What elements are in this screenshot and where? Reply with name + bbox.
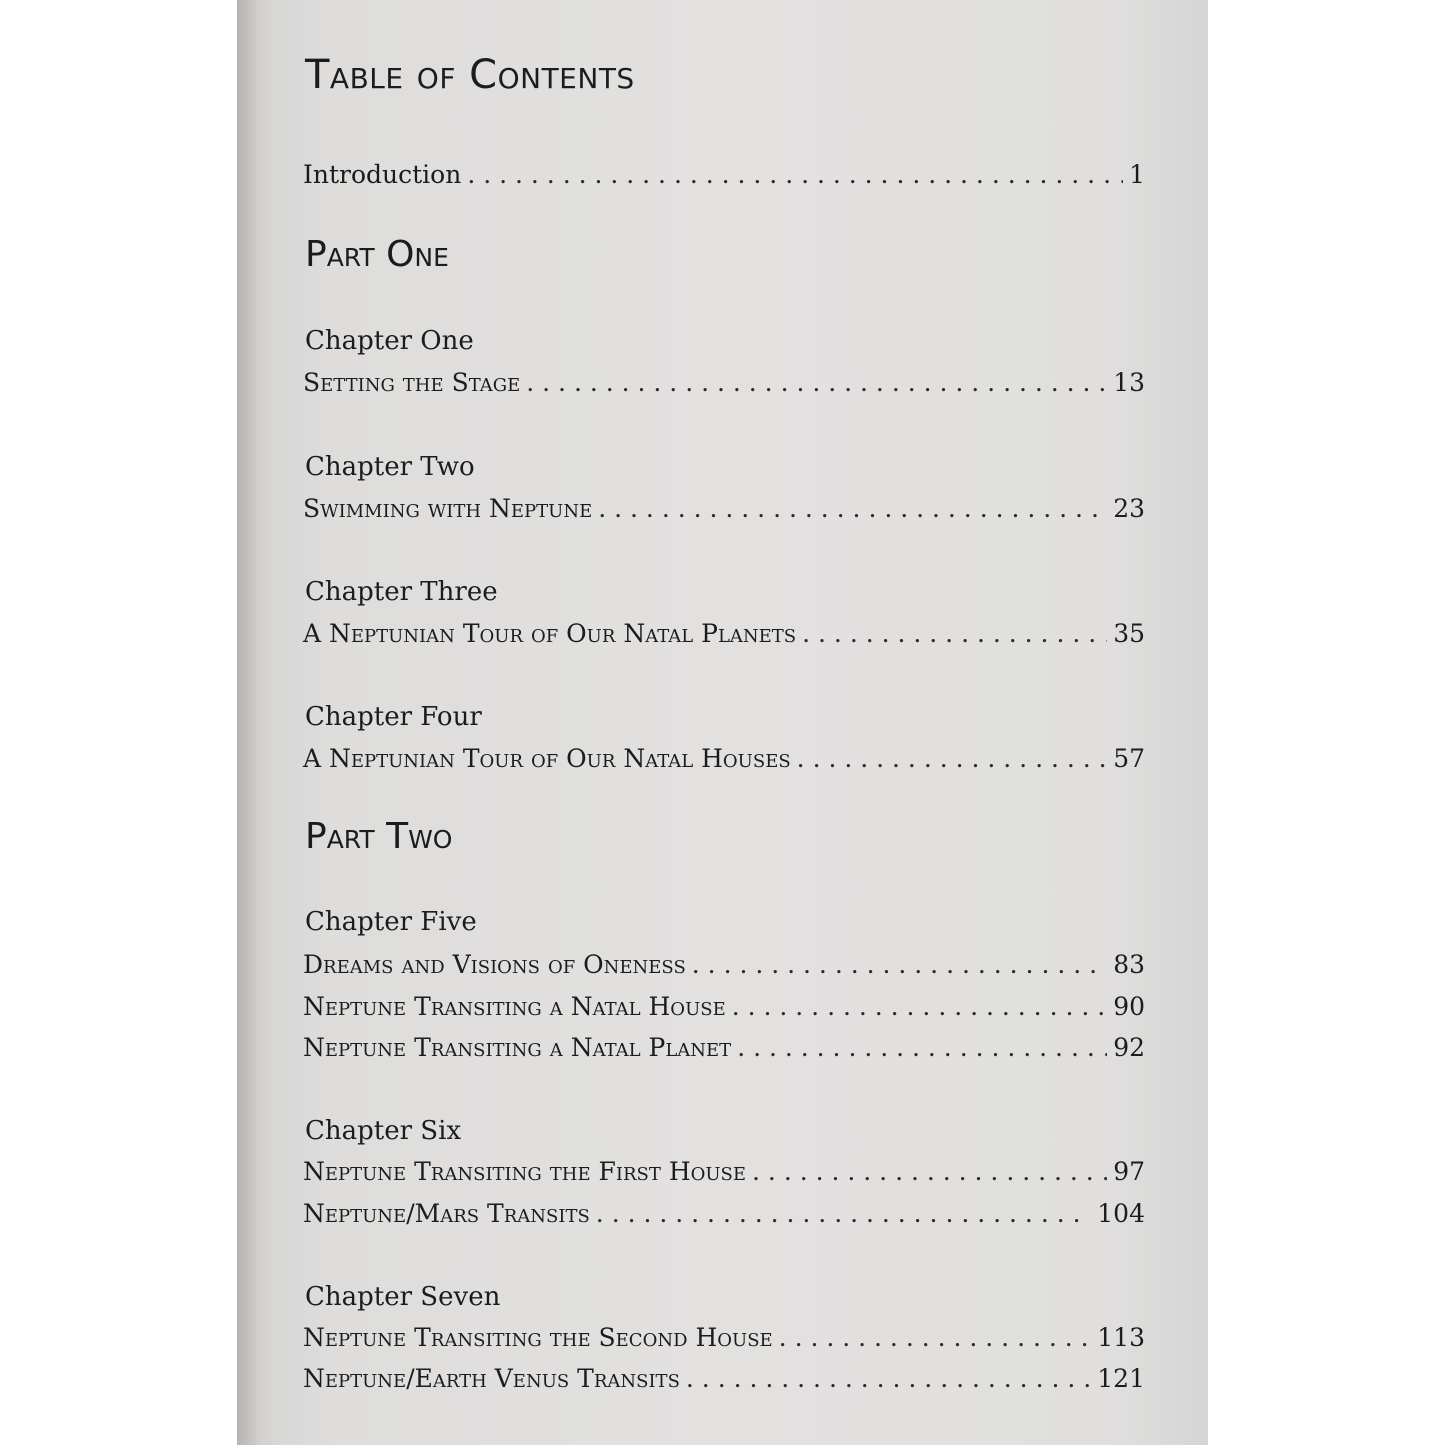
page-number: 23 — [1113, 494, 1145, 523]
entry-title: Neptune Transiting the Second House — [303, 1323, 773, 1352]
toc-entry — [303, 950, 1145, 986]
toc-entry — [303, 744, 1145, 780]
dot-leader — [802, 619, 1107, 648]
toc-entry — [303, 1364, 1145, 1400]
chapter-label: Chapter Three — [305, 577, 498, 607]
toc-entry — [303, 1157, 1145, 1193]
toc-entry — [303, 1033, 1145, 1069]
page-title: Table of Contents — [305, 52, 635, 98]
page-number: 13 — [1113, 368, 1145, 397]
dot-leader — [752, 1157, 1107, 1186]
dot-leader — [779, 1323, 1092, 1352]
page-number: 113 — [1097, 1323, 1145, 1352]
dot-leader — [598, 494, 1107, 523]
page-number: 35 — [1113, 619, 1145, 648]
dot-leader — [686, 1364, 1091, 1393]
page-number: 1 — [1129, 160, 1145, 189]
dot-leader — [692, 950, 1107, 979]
chapter-label: Chapter One — [305, 326, 474, 356]
dot-leader — [797, 744, 1108, 773]
page-number: 92 — [1113, 1033, 1145, 1062]
entry-title: Neptune Transiting the First House — [303, 1157, 747, 1186]
chapter-label: Chapter Two — [305, 452, 475, 482]
entry-title: Introduction — [303, 160, 462, 189]
toc-entry — [303, 494, 1145, 530]
chapter-label: Chapter Four — [305, 702, 482, 732]
entry-title: Dreams and Visions of Oneness — [303, 950, 686, 979]
entry-title: A Neptunian Tour of Our Natal Planets — [303, 619, 797, 648]
dot-leader — [526, 368, 1107, 397]
page-number: 83 — [1113, 950, 1145, 979]
toc-entry — [303, 368, 1145, 404]
chapter-label: Chapter Six — [305, 1116, 462, 1146]
toc-entry — [303, 992, 1145, 1028]
part-title: Part One — [305, 234, 449, 275]
page-number: 57 — [1113, 744, 1145, 773]
dot-leader — [732, 992, 1107, 1021]
toc-entry-introduction — [303, 160, 1145, 196]
page-number: 97 — [1113, 1157, 1145, 1186]
entry-title: A Neptunian Tour of Our Natal Houses — [303, 744, 791, 773]
chapter-label: Chapter Five — [305, 907, 477, 937]
part-title: Part Two — [305, 816, 453, 857]
toc-entry — [303, 619, 1145, 655]
entry-title: Setting the Stage — [303, 368, 521, 397]
entry-title: Neptune Transiting a Natal House — [303, 992, 726, 1021]
page-number: 121 — [1097, 1364, 1145, 1393]
book-page — [237, 0, 1208, 1445]
entry-title: Swimming with Neptune — [303, 494, 593, 523]
page-number: 104 — [1097, 1199, 1145, 1228]
dot-leader — [737, 1033, 1107, 1062]
dot-leader — [467, 160, 1123, 189]
toc-entry — [303, 1199, 1145, 1235]
entry-title: Neptune Transiting a Natal Planet — [303, 1033, 732, 1062]
toc-entry — [303, 1323, 1145, 1359]
dot-leader — [596, 1199, 1091, 1228]
entry-title: Neptune/Earth Venus Transits — [303, 1364, 680, 1393]
entry-title: Neptune/Mars Transits — [303, 1199, 590, 1228]
chapter-label: Chapter Seven — [305, 1282, 501, 1312]
page-number: 90 — [1113, 992, 1145, 1021]
